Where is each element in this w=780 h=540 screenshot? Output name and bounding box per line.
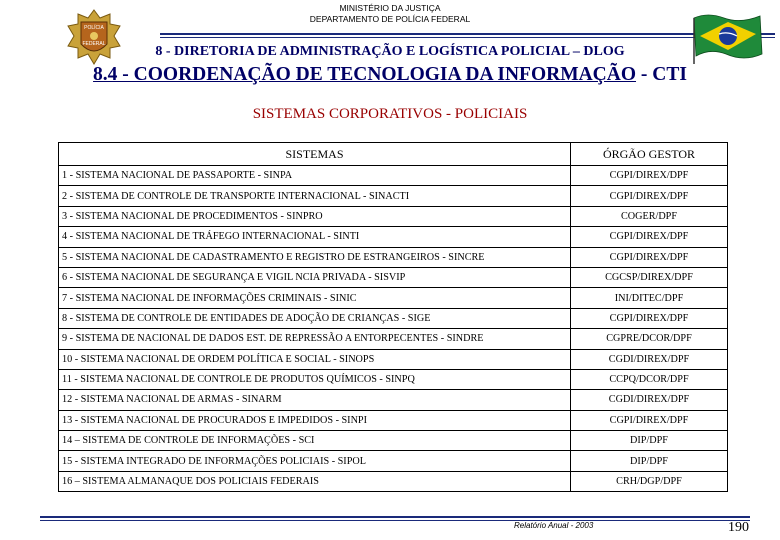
footer-rule-thin: [40, 520, 750, 521]
system-name: 8 - SISTEMA DE CONTROLE DE ENTIDADES DE ADOÇÃO DE CRIANÇAS - SIGE: [59, 308, 571, 328]
managing-body: DIP/DPF: [571, 431, 728, 451]
department-name: DEPARTAMENTO DE POLÍCIA FEDERAL: [309, 14, 471, 24]
managing-body: CGCSP/DIREX/DPF: [571, 267, 728, 287]
managing-body: CGDI/DIREX/DPF: [571, 390, 728, 410]
system-name: 15 - SISTEMA INTEGRADO DE INFORMAÇÕES POLICIAIS - SIPOL: [59, 451, 571, 471]
managing-body: CGPI/DIREX/DPF: [571, 166, 728, 186]
system-name: 5 - SISTEMA NACIONAL DE CADASTRAMENTO E REGISTRO DE ESTRANGEIROS - SINCRE: [59, 247, 571, 267]
system-name: 16 – SISTEMA ALMANAQUE DOS POLICIAIS FEDERAIS: [59, 471, 571, 491]
table-row: [59, 247, 728, 267]
system-name: 9 - SISTEMA DE NACIONAL DE DADOS EST. DE REPRESSÃO A ENTORPECENTES - SINDRE: [59, 329, 571, 349]
table-row: [59, 390, 728, 410]
managing-body: INI/DITEC/DPF: [571, 288, 728, 308]
coordination-suffix: - CTI: [636, 64, 687, 85]
managing-body: CGDI/DIREX/DPF: [571, 349, 728, 369]
managing-body: CCPQ/DCOR/DPF: [571, 369, 728, 389]
header-rule-thin: [160, 37, 775, 38]
footer-rule: [40, 516, 750, 518]
table-row: [59, 471, 728, 491]
table-row: [59, 349, 728, 369]
table-row: [59, 369, 728, 389]
system-name: 13 - SISTEMA NACIONAL DE PROCURADOS E IMPEDIDOS - SINPI: [59, 410, 571, 430]
table-row: [59, 267, 728, 287]
table-row: [59, 186, 728, 206]
managing-body: COGER/DPF: [571, 206, 728, 226]
coordination-title: [0, 64, 780, 86]
system-name: 6 - SISTEMA NACIONAL DE SEGURANÇA E VIGIL NCIA PRIVADA - SISVIP: [59, 267, 571, 287]
ministry-name: MINISTÉRIO DA JUSTIÇA: [339, 3, 441, 13]
system-name: 4 - SISTEMA NACIONAL DE TRÁFEGO INTERNACIONAL - SINTI: [59, 227, 571, 247]
table-row: [59, 166, 728, 186]
header-managing-body: ÓRGÃO GESTOR: [571, 143, 728, 166]
page-number: 190: [728, 520, 749, 535]
system-name: 7 - SISTEMA NACIONAL DE INFORMAÇÕES CRIMINAIS - SINIC: [59, 288, 571, 308]
header-systems: SISTEMAS: [59, 143, 571, 166]
system-name: 3 - SISTEMA NACIONAL DE PROCEDIMENTOS - SINPRO: [59, 206, 571, 226]
system-name: 1 - SISTEMA NACIONAL DE PASSAPORTE - SINPA: [59, 166, 571, 186]
table-row: [59, 308, 728, 328]
coordination-main: 8.4 - COORDENAÇÃO DE TECNOLOGIA DA INFORMAÇÃO: [93, 64, 637, 85]
managing-body: CGPI/DIREX/DPF: [571, 410, 728, 430]
managing-body: CGPI/DIREX/DPF: [571, 247, 728, 267]
directorate-title: 8 - DIRETORIA DE ADMINISTRAÇÃO E LOGÍSTICA POLICIAL – DLOG: [155, 44, 625, 59]
managing-body: CGPI/DIREX/DPF: [571, 186, 728, 206]
system-name: 14 – SISTEMA DE CONTROLE DE INFORMAÇÕES - SCI: [59, 431, 571, 451]
managing-body: CGPI/DIREX/DPF: [571, 308, 728, 328]
system-name: 10 - SISTEMA NACIONAL DE ORDEM POLÍTICA E SOCIAL - SINOPS: [59, 349, 571, 369]
system-name: 2 - SISTEMA DE CONTROLE DE TRANSPORTE INTERNACIONAL - SINACTI: [59, 186, 571, 206]
table-row: [59, 227, 728, 247]
systems-table: [58, 142, 728, 492]
table-row: [59, 206, 728, 226]
system-name: 11 - SISTEMA NACIONAL DE CONTROLE DE PRODUTOS QUÍMICOS - SINPQ: [59, 369, 571, 389]
managing-body: DIP/DPF: [571, 451, 728, 471]
svg-text:FEDERAL: FEDERAL: [82, 41, 106, 47]
table-row: [59, 431, 728, 451]
report-label: Relatório Anual - 2003: [514, 521, 594, 530]
table-row: [59, 410, 728, 430]
managing-body: CGPRE/DCOR/DPF: [571, 329, 728, 349]
system-name: 12 - SISTEMA NACIONAL DE ARMAS - SINARM: [59, 390, 571, 410]
managing-body: CGPI/DIREX/DPF: [571, 227, 728, 247]
table-row: [59, 451, 728, 471]
header-rule: [160, 33, 775, 35]
section-subtitle: SISTEMAS CORPORATIVOS - POLICIAIS: [252, 106, 528, 122]
table-row: [59, 329, 728, 349]
table-header-row: [59, 143, 728, 166]
svg-text:POLÍCIA: POLÍCIA: [84, 25, 104, 31]
table-row: [59, 288, 728, 308]
managing-body: CRH/DGP/DPF: [571, 471, 728, 491]
